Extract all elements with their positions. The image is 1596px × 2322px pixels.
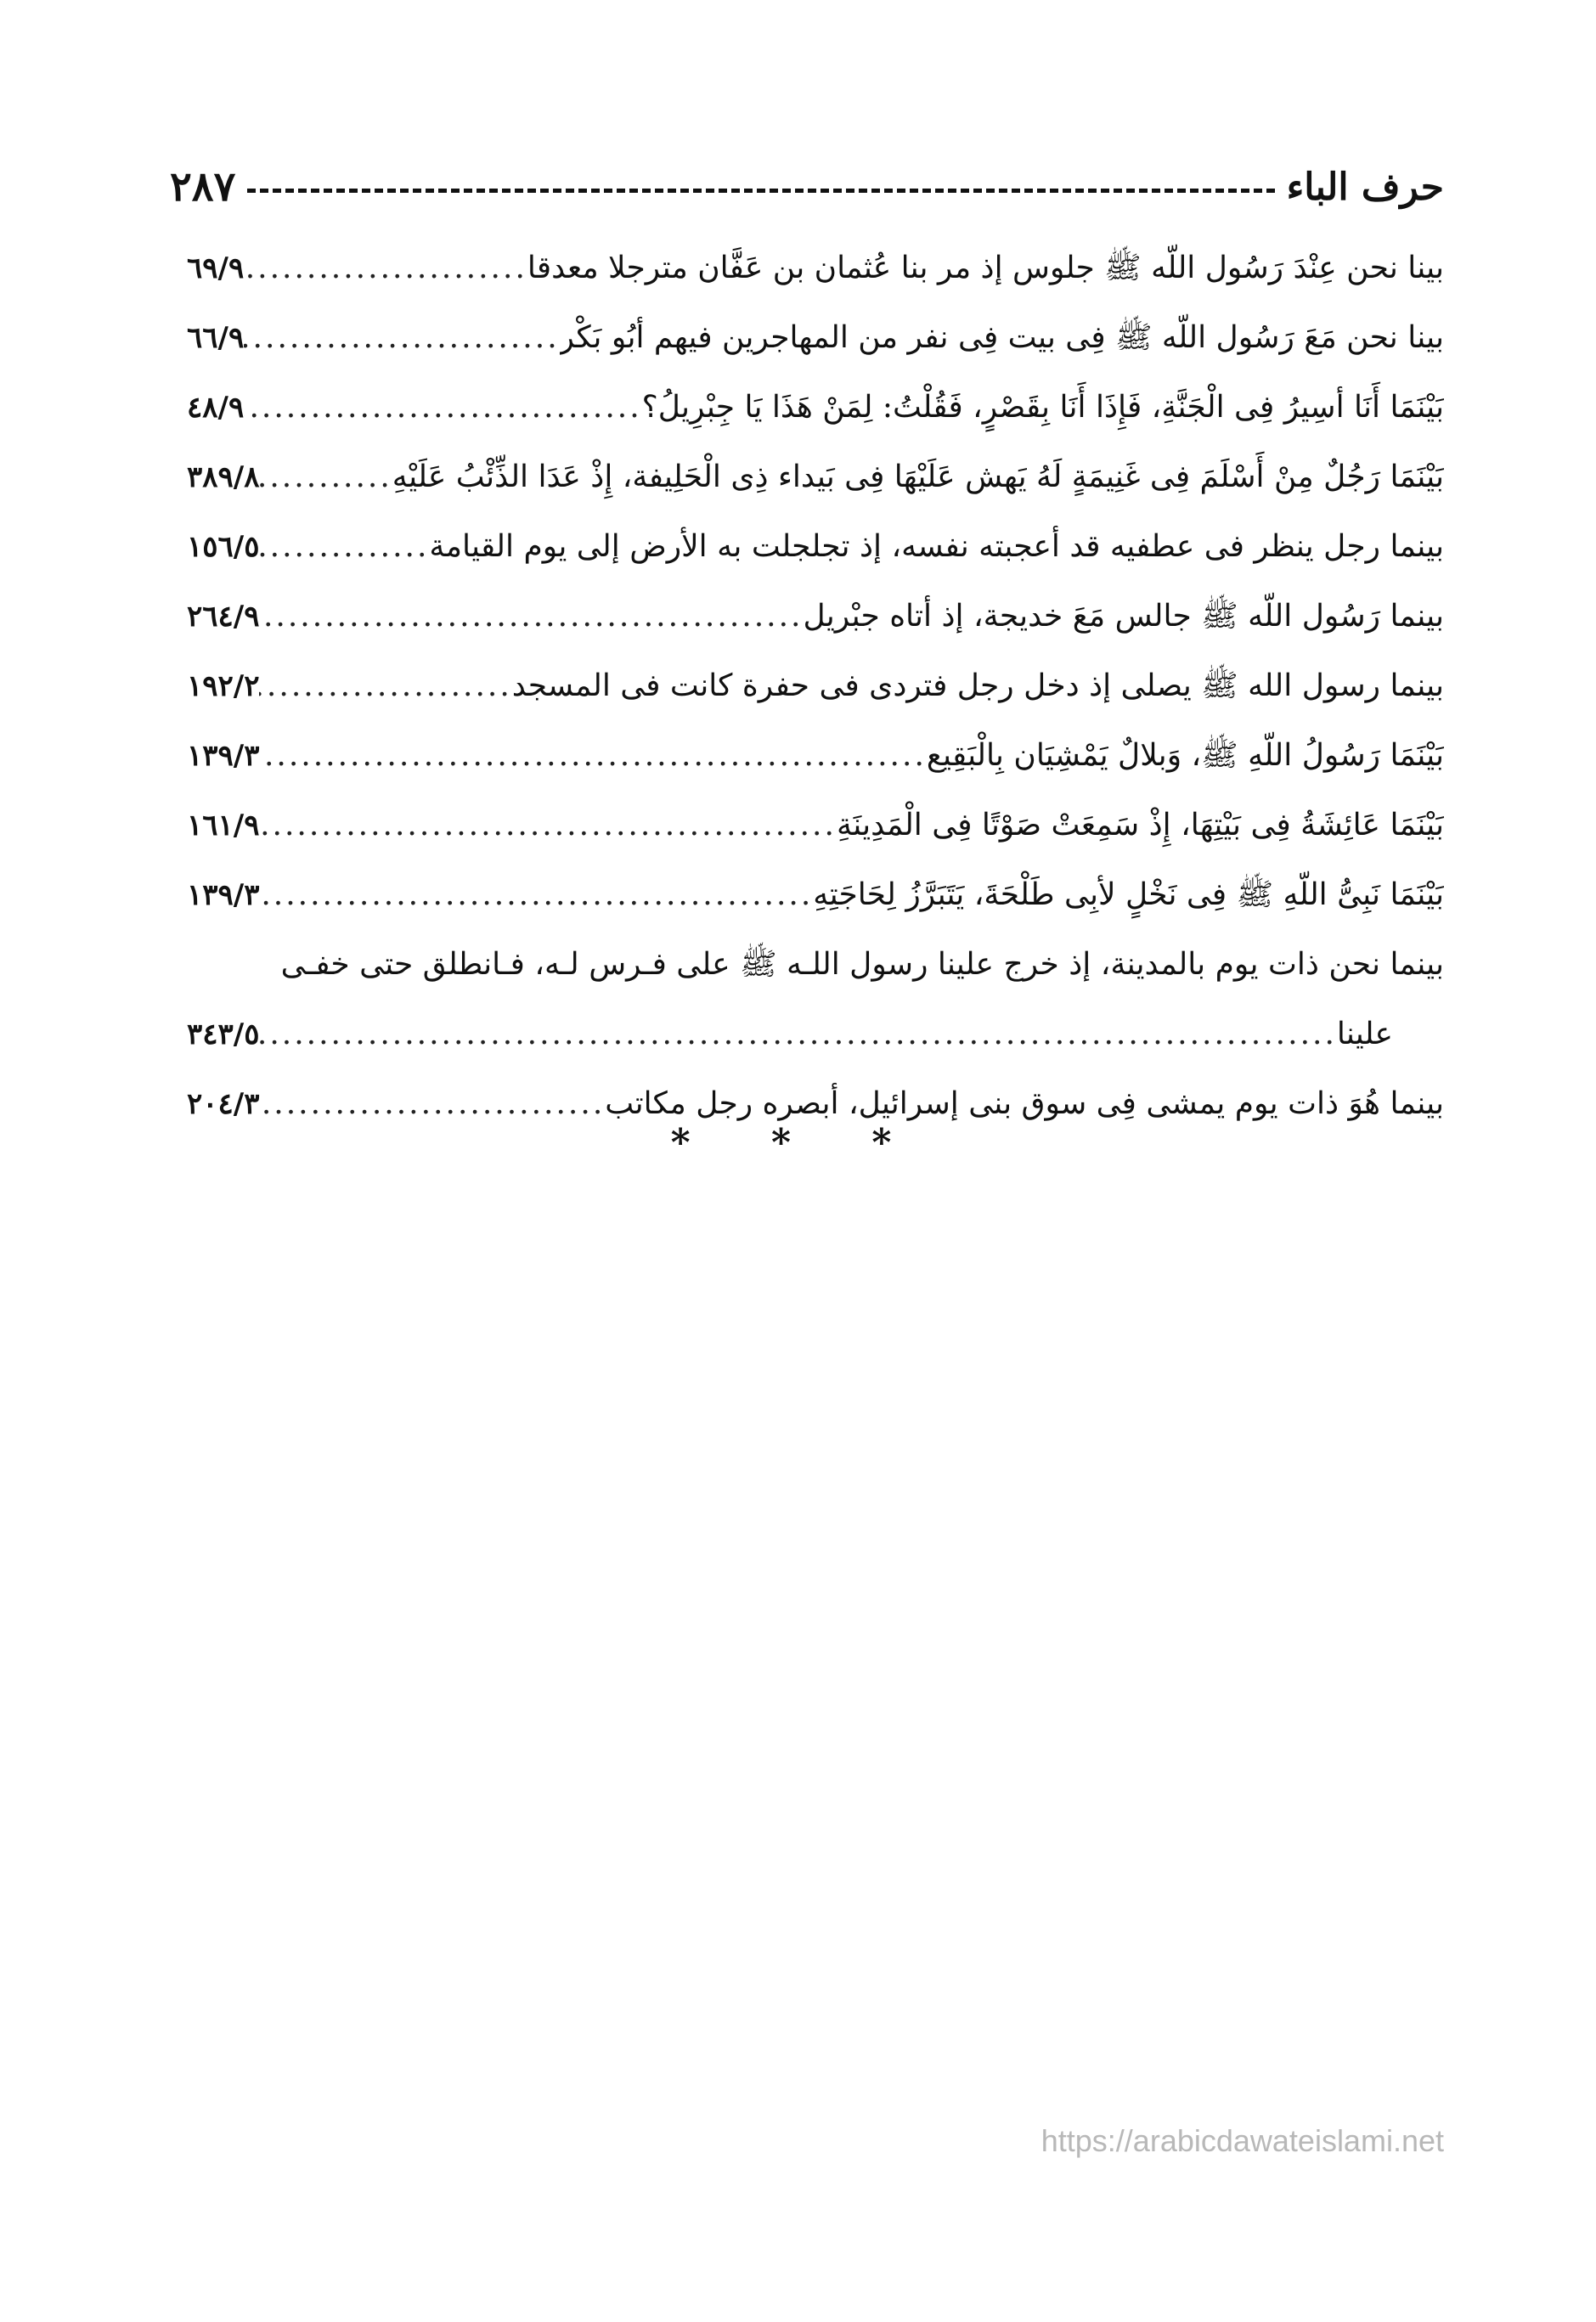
entry-text: بَيْنَمَا رَسُولُ اللّهِ ﷺ، وَبلالٌ يَمْشِيَان بِالْبَقِيع: [926, 738, 1444, 773]
dot-leader: [244, 373, 641, 442]
chapter-title: حرف الباء: [1286, 165, 1444, 209]
index-entry: [187, 791, 1444, 860]
entry-text: بينما هُوَ ذات يوم يمشى فِى سوق بنى إسرائيل، أبصره رجل مكاتب: [605, 1086, 1444, 1121]
dot-leader: [259, 651, 511, 721]
end-of-section-asterisks: * * *: [670, 1121, 926, 1164]
entry-reference: ١٣٩/٣: [187, 878, 260, 912]
index-entry: [187, 303, 1444, 373]
dot-leader: [244, 303, 559, 373]
dot-leader: [259, 860, 813, 930]
entry-text-line1: بينما نحن ذات يوم بالمدينة، إذ خرج علينا رسول اللـه ﷺ على فـرس لـه، فـانطلق حتى خفـى: [280, 947, 1444, 982]
index-entry: [187, 512, 1444, 582]
entry-reference: ٣٤٣/٥: [187, 1017, 260, 1051]
entry-reference: ٦٦/٩: [187, 321, 245, 355]
entry-reference: ٦٩/٩: [187, 251, 245, 285]
entry-text: بَيْنَمَا عَائِشَةُ فِى بَيْتِهَا، إِذْ سَمِعَتْ صَوْتًا فِى الْمَدِينَةِ: [836, 808, 1444, 843]
index-entry: [187, 442, 1444, 512]
entry-text: بينا نحن عِنْدَ رَسُول اللّه ﷺ جلوس إذ مر بنا عُثمان بن عَفَّان مترجلا معدقا: [527, 251, 1444, 285]
entry-text: بَيْنَمَا رَجُلٌ مِنْ أَسْلَمَ فِى غَنِيمَةٍ لَهُ يَهش عَلَيْهَا فِى بَيداء ذِى الْحَلِيفة، إِذْ عَدَا الذِّئْبُ عَلَيْهِ: [392, 459, 1444, 494]
dot-leader: [259, 442, 392, 512]
dot-leader: [259, 1000, 1336, 1069]
index-entry: [187, 721, 1444, 791]
entry-reference: ١٦١/٩: [187, 809, 260, 843]
entry-reference: ١٥٦/٥: [187, 530, 260, 564]
entry-reference: ٤٨/٩: [187, 391, 245, 425]
index-entry: [187, 651, 1444, 721]
entry-text: بينما رَسُول اللّه ﷺ جالس مَعَ خديجة، إذ أتاه جبْريل: [803, 599, 1444, 634]
page-header: [170, 157, 1444, 217]
index-entry: [187, 860, 1444, 930]
entry-text: بينما رسول الله ﷺ يصلى إذ دخل رجل فتردى فى حفرة كانت فى المسجد: [511, 668, 1444, 703]
source-watermark: https://arabicdawateislami.net: [1041, 2123, 1444, 2158]
index-entry: [187, 582, 1444, 651]
entry-reference: ١٣٩/٣: [187, 739, 260, 773]
entry-reference: ٢٠٤/٣: [187, 1087, 260, 1121]
entry-continuation: [187, 1000, 1444, 1069]
entry-text: بَيْنَمَا نَبِىُّ اللّهِ ﷺ فِى نَخْلٍ لأبِى طَلْحَةَ، يَتَبَرَّزُ لِحَاجَتِهِ: [813, 877, 1444, 912]
dot-leader: [244, 234, 527, 303]
entry-reference: ٢٦٤/٩: [187, 600, 260, 634]
index-entry: [187, 373, 1444, 442]
page-number: ٢٨٧: [170, 163, 236, 211]
entry-reference: ٣٨٩/٨: [187, 460, 260, 494]
dot-leader: [259, 582, 803, 651]
entry-text: بينما رجل ينظر فى عطفيه قد أعجبته نفسه، إذ تجلجلت به الأرض إلى يوم القيامة: [429, 529, 1444, 564]
entry-text-line2: علينا: [1336, 1017, 1393, 1051]
entry-text: بينا نحن مَعَ رَسُول اللّه ﷺ فِى بيت فِى نفر من المهاجرين فيهم أبُو بَكْر: [559, 320, 1444, 355]
entry-text: بَيْنَمَا أَنَا أسِيرُ فِى الْجَنَّةِ، فَإِذَا أَنَا بِقَصْرٍ، فَقُلْتُ: لِمَنْ هَذَا يَا جِبْرِيلُ؟: [641, 390, 1444, 425]
index-entries: [187, 234, 1444, 1139]
dot-leader: [259, 791, 836, 860]
index-entry: [187, 234, 1444, 303]
dot-leader: [259, 512, 429, 582]
dot-leader: [259, 721, 926, 791]
index-entry-wrapped: [187, 930, 1444, 1069]
header-dashed-rule: [247, 189, 1274, 193]
entry-reference: ١٩٢/٢: [187, 669, 260, 703]
